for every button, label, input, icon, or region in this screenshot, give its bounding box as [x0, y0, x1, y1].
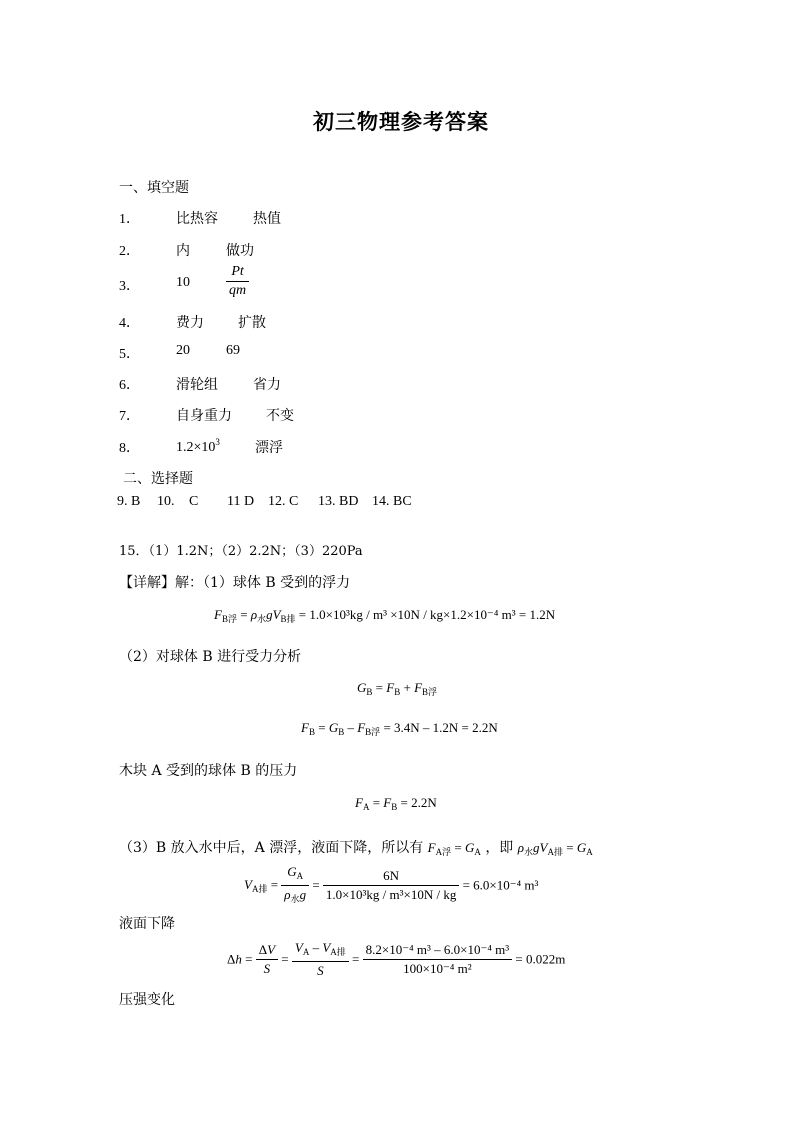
- answer-a: 内: [176, 243, 190, 259]
- page-title: 初三物理参考答案: [313, 109, 489, 134]
- equation-rhs: = 1.0×10³kg / m³ ×10N / kg×1.2×10⁻⁴ m³ = 1.2N: [298, 607, 556, 622]
- item-number: 8．: [119, 441, 140, 456]
- answer-b-fraction: [226, 264, 249, 299]
- equation-rhs: = 3.4N – 1.2N = 2.2N: [383, 720, 498, 735]
- item-number: 7．: [119, 409, 140, 424]
- equation-va: $V_{A排}$ = $\frac{G_A}{\rho_水g}$ = $\frac{6N}{\text{1.0×10³kg / m³×10N / kg}}$ = 6.0×10⁻⁴ m³: [244, 864, 538, 907]
- choice-answer: 12. C: [268, 494, 299, 509]
- item-number: 1．: [119, 212, 140, 227]
- fraction-dv-over-s: $\frac{\Delta V}{S}$: [256, 942, 278, 977]
- fraction-h-values: [363, 942, 512, 977]
- answer-b: 不变: [266, 408, 294, 424]
- answer-a: 滑轮组: [176, 377, 218, 393]
- equation-rhs: = 2.2N: [400, 795, 437, 810]
- detail-step-3: （3）B 放入水中后，A 漂浮，液面下降，所以有 $F_{A浮} = G_A$ ，即 $\rho_水gV_{A排} = G_A$: [119, 840, 593, 857]
- detail-step-2: （2）对球体 B 进行受力分析: [119, 649, 302, 665]
- answer-a-exponent: 3: [215, 437, 220, 447]
- answer-a: 20: [176, 343, 190, 358]
- answer-a: 费力: [176, 315, 204, 331]
- answer-b: 69: [226, 343, 240, 358]
- item-number: 4．: [119, 316, 140, 331]
- step3-text: （3）B 放入水中后，A 漂浮，液面下降，所以有: [119, 840, 424, 856]
- equation-rhs: = 6.0×10⁻⁴ m³: [462, 877, 539, 893]
- level-drop-text: 液面下降: [119, 916, 175, 932]
- equation-fa: $F_A = F_B = 2.2N$: [355, 795, 437, 812]
- block-pressure-text: 木块 A 受到的球体 B 的压力: [119, 763, 298, 779]
- fraction-va-values: [323, 868, 459, 903]
- equation-delta-h: Δh = $\frac{\Delta V}{S}$ = $\frac{V_A - V_{A排}}{S}$ = $\frac{\text{8.2×10⁻⁴ m³ – 6.0×10⁻⁴ m³}}{\text{100×10⁻⁴ m²}}$ = 0.022m: [227, 940, 566, 978]
- detail-step-1: 【详解】解：（1）球体 B 受到的浮力: [119, 575, 351, 591]
- section-choice-heading: 二、选择题: [123, 471, 193, 487]
- answer-b: 扩散: [238, 315, 266, 331]
- answer-a-base: 1.2×10: [176, 440, 216, 455]
- equation-gb: $G_B = F_B + F_{B浮}$: [357, 680, 438, 697]
- fraction-ga-over-rho-g: $\frac{G_A}{\rho_水g}$: [281, 864, 309, 907]
- item-number: 5．: [119, 347, 140, 362]
- fraction-numerator: 6N: [323, 868, 459, 886]
- answer-a: [176, 437, 220, 456]
- answer-b: 做功: [226, 243, 254, 259]
- choice-answer: 13. BD: [318, 494, 359, 509]
- section-fill-heading: 一、填空题: [119, 180, 189, 196]
- fraction-numerator: 8.2×10⁻⁴ m³ – 6.0×10⁻⁴ m³: [363, 942, 512, 960]
- choice-answer: 10.: [157, 494, 175, 509]
- fraction-denominator: 1.0×10³kg / m³×10N / kg: [325, 887, 457, 902]
- answer-b: 漂浮: [255, 440, 283, 456]
- fraction-denominator: qm: [229, 283, 247, 298]
- fraction-numerator: Pt: [226, 264, 249, 282]
- answer-a: 自身重力: [176, 408, 232, 424]
- choice-answer: C: [189, 494, 199, 509]
- answer-a: 比热容: [176, 211, 218, 227]
- equation-rhs: = 0.022m: [515, 951, 566, 967]
- choice-answer: 9. B: [117, 494, 141, 509]
- equation-fb: $F_B = G_B - F_{B浮} = 3.4N - 1.2N = 2.2N$: [301, 720, 498, 737]
- question-15-summary: 15．（1）1.2N；（2）2.2N；（3）220Pa: [119, 544, 363, 559]
- choice-answer: 11 D: [227, 494, 255, 509]
- fraction-v-diff-over-s: $\frac{V_A - V_{A排}}{S}$: [292, 940, 349, 979]
- choice-answer: 14. BC: [372, 494, 412, 509]
- step3-connector: ，即: [485, 840, 514, 856]
- pressure-change-text: 压强变化: [119, 992, 175, 1008]
- item-number: 6．: [119, 378, 140, 393]
- answer-b: 省力: [253, 377, 281, 393]
- answer-b: 热值: [253, 211, 281, 227]
- item-number: 2．: [119, 244, 140, 259]
- item-number: 3．: [119, 279, 140, 294]
- fraction-denominator: 100×10⁻⁴ m²: [403, 961, 472, 976]
- equation-buoyancy: $F_{B浮} = \rho_水gV_{B排} = 1.0\times 10^3kg / m^3 \times 10N / kg\times 1.2\times 10^{-4}$ m³ = 1.2N: [214, 607, 556, 624]
- answer-a: 10: [176, 275, 190, 290]
